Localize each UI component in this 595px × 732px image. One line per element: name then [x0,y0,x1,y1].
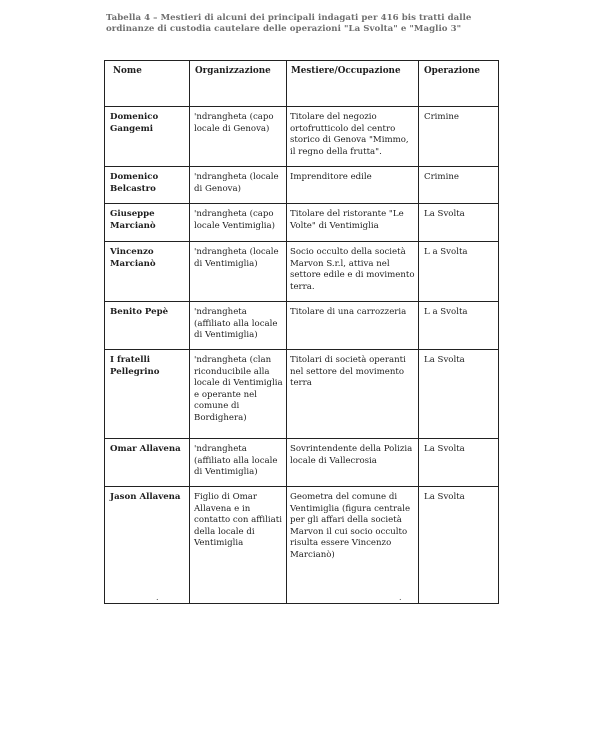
cell-operazione: Crimine [424,112,459,122]
cell-operazione: La Svolta [424,444,465,454]
header-operazione: Operazione [424,66,480,76]
table-row [105,203,498,241]
cell-operazione: La Svolta [424,492,465,502]
table-row [105,349,498,438]
cell-nome: Domenico Belcastro [110,172,159,194]
cell-organizzazione: 'ndrangheta (clan riconducibile alla locale di Ventimiglia e operante nel comune di Bordighera) [194,355,283,423]
cell-operazione: La Svolta [424,355,465,365]
cell-nome: Benito Pepè [110,307,169,317]
cell-operazione: L a Svolta [424,247,468,257]
cell-organizzazione: 'ndrangheta (affiliato alla locale di Ventimiglia) [194,307,278,341]
header-mestiere: Mestiere/Occupazione [291,66,401,76]
table-row [105,486,498,605]
cell-mestiere: Titolare di una carrozzeria [290,307,407,317]
cell-organizzazione: Figlio di Omar Allavena e in contatto con affiliati della locale di Ventimiglia [194,492,282,549]
cell-nome: Jason Allavena [110,492,181,502]
table-row [105,166,498,203]
cell-mestiere: Titolare del ristorante "Le Volte" di Ventimiglia [290,209,404,231]
cell-nome: Omar Allavena [110,444,181,454]
table-caption: Tabella 4 – Mestieri di alcuni dei principali indagati per 416 bis tratti dalle ordinanze di custodia cautelare delle operazioni "La Svolta" e "Maglio 3" [106,13,472,34]
cell-organizzazione: 'ndrangheta (capo locale di Genova) [194,112,274,134]
cell-mestiere: Titolari di società operanti nel settore del movimento terra [290,355,406,389]
cell-organizzazione: 'ndrangheta (locale di Genova) [194,172,279,194]
table-row [105,241,498,301]
header-name: Nome [113,66,142,76]
table-row [105,301,498,349]
cell-nome: Domenico Gangemi [110,112,159,134]
cell-organizzazione: 'ndrangheta (locale di Ventimiglia) [194,247,279,269]
cell-mestiere: Imprenditore edile [290,172,372,182]
cell-operazione: La Svolta [424,209,465,219]
cell-organizzazione: 'ndrangheta (affiliato alla locale di Ventimiglia) [194,444,278,478]
header-organizzazione: Organizzazione [195,66,271,76]
cell-mestiere: Titolare del negozio ortofrutticolo del centro storico di Genova "Mimmo, il regno della frutta". [290,112,409,157]
cell-organizzazione: 'ndrangheta (capo locale Ventimiglia) [194,209,276,231]
data-table: Nome Organizzazione Mestiere/Occupazione Operazione . . Domenico Gangemi 'ndrangheta (capo locale di Genova) Titolare del negozio ortofrutticolo del centro storico di Genova "Mimmo, il regno della frutta". Crimine Domenico Belcastro 'ndrangheta (locale di Genova) Imprenditore edile Crimine Giuseppe Marcianò 'ndrangheta (capo locale Ventimiglia) Titolare del ristorante "Le Volte" di Ventimiglia La Svolta Vincenzo Marcianò 'ndrangheta (locale di Ventimiglia) Socio occulto della società Marvon S.r.l, attiva nel settore edile e di movimento terra. L a Svolta Benito Pepè 'ndrangheta (affiliato alla locale di Ventimiglia) Titolare di una carrozzeria L a Svolta I fratelli Pellegrino 'ndrangheta (clan riconducibile alla locale di Ventimiglia e operante nel comune di Bordighera) Titolari di società operanti nel settore del movimento terra La Svolta Omar Allavena 'ndrangheta (affiliato alla locale di Ventimiglia) Sovrintendente della Polizia locale di Vallecrosia La Svolta Jason Allavena Figlio di Omar Allavena e in contatto con affiliati della locale di Ventimiglia Geometra del comune di Ventimiglia (figura centrale per gli affari della società Marvon il cui socio occulto risulta essere Vincenzo Marcianò) La Svolta [104,60,499,604]
table-row [105,438,498,486]
cell-nome: Vincenzo Marcianò [110,247,156,269]
cell-nome: I fratelli Pellegrino [110,355,160,377]
cell-mestiere: Socio occulto della società Marvon S.r.l, attiva nel settore edile e di movimento terra. [290,247,415,292]
cell-nome: Giuseppe Marcianò [110,209,156,231]
cell-operazione: L a Svolta [424,307,468,317]
cell-mestiere: Sovrintendente della Polizia locale di Vallecrosia [290,444,413,466]
table-row [105,106,498,166]
cell-mestiere: Geometra del comune di Ventimiglia (figura centrale per gli affari della società Marvon il cui socio occulto risulta essere Vincenzo Marcianò) [290,492,411,560]
cell-operazione: Crimine [424,172,459,182]
